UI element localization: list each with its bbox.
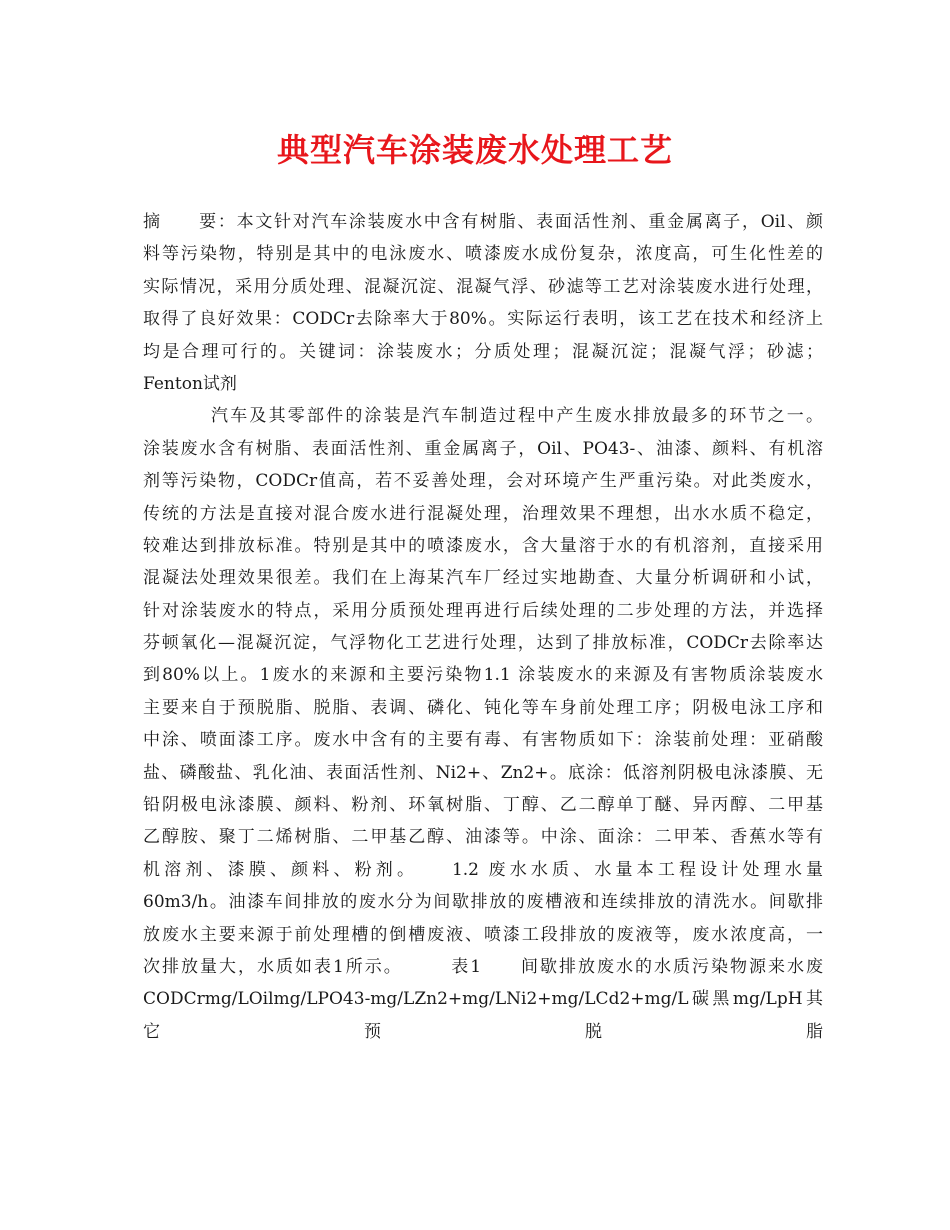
text-line: 中涂、喷面漆工序。废水中含有的主要有毒、有害物质如下：涂装前处理：亚硝酸 (143, 730, 823, 751)
text-line: 60m3/h。油漆车间排放的废水分为间歇排放的废槽液和连续排放的清洗水。间歇排 (143, 892, 823, 913)
text-line: 剂等污染物，CODCr值高，若不妥善处理，会对环境产生严重污染。对此类废水， (143, 471, 823, 492)
text-line: 铅阴极电泳漆膜、颜料、粉剂、环氧树脂、丁醇、乙二醇单丁醚、异丙醇、二甲基 (143, 795, 823, 816)
text-line: 摘 要：本文针对汽车涂装废水中含有树脂、表面活性剂、重金属离子，Oil、颜 (143, 212, 823, 232)
text-line: 料等污染物，特别是其中的电泳废水、喷漆废水成份复杂，浓度高，可生化性差的 (143, 244, 823, 265)
text-line: 放废水主要来源于前处理槽的倒槽废液、喷漆工段排放的废液等，废水浓度高，一 (143, 924, 823, 945)
document-body (143, 206, 823, 1042)
text-line: 实际情况，采用分质处理、混凝沉淀、混凝气浮、砂滤等工艺对涂装废水进行处理， (143, 276, 823, 297)
text-line: 芬顿氧化—混凝沉淀，气浮物化工艺进行处理，达到了排放标准，CODCr去除率达 (143, 633, 823, 654)
text-line: 混凝法处理效果很差。我们在上海某汽车厂经过实地勘查、大量分析调研和小试， (143, 568, 823, 589)
text-line: 机溶剂、漆膜、颜料、粉剂。 1.2 废水水质、水量本工程设计处理水量 (143, 859, 823, 880)
text-line: CODCrmg/LOilmg/LPO43-mg/LZn2+mg/LNi2+mg/LCd2+mg/L碳黑mg/LpH其它预脱脂 (143, 989, 823, 1042)
text-line: 取得了良好效果：CODCr去除率大于80%。实际运行表明，该工艺在技术和经济上 (143, 309, 823, 330)
text-line: 较难达到排放标准。特别是其中的喷漆废水，含大量溶于水的有机溶剂，直接采用 (143, 535, 823, 556)
text-line: 到80%以上。1废水的来源和主要污染物1.1 涂装废水的来源及有害物质涂装废水 (143, 665, 823, 686)
text-line: 传统的方法是直接对混合废水进行混凝处理，治理效果不理想，出水水质不稳定， (143, 503, 823, 524)
text-line: 盐、磷酸盐、乳化油、表面活性剂、Ni2+、Zn2+。底涂：低溶剂阴极电泳漆膜、无 (143, 762, 823, 783)
paragraph-first-line: 汽车及其零部件的涂装是汽车制造过程中产生废水排放最多的环节之一。 (211, 406, 823, 427)
text-line: 针对涂装废水的特点，采用分质预处理再进行后续处理的二步处理的方法，并选择 (143, 600, 823, 621)
text-line: 涂装废水含有树脂、表面活性剂、重金属离子，Oil、PO43-、油漆、颜料、有机溶 (143, 438, 823, 459)
text-line: 次排放量大，水质如表1所示。 表1 间歇排放废水的水质污染物源来水废 (143, 956, 823, 977)
text-line: 主要来自于预脱脂、脱脂、表调、磷化、钝化等车身前处理工序；阴极电泳工序和 (143, 697, 823, 718)
text-line: 乙醇胺、聚丁二烯树脂、二甲基乙醇、油漆等。中涂、面涂：二甲苯、香蕉水等有 (143, 827, 823, 848)
text-line: Fenton试剂 (143, 373, 237, 394)
text-line: 均是合理可行的。关键词：涂装废水；分质处理；混凝沉淀；混凝气浮；砂滤； (143, 341, 823, 362)
document-title: 典型汽车涂装废水处理工艺 (276, 131, 673, 169)
